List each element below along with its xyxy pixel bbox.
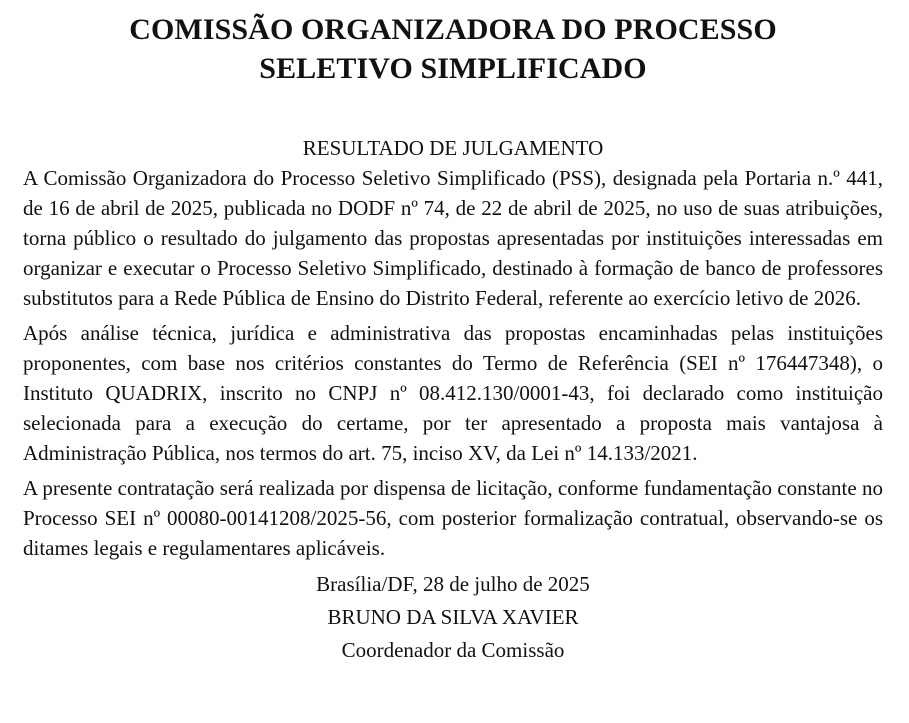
title-line-2: SELETIVO SIMPLIFICADO — [259, 52, 647, 85]
paragraph-3: A presente contratação será realizada por dispensa de licitação, conforme fundamentação constante no Processo SEI nº 00080-00141208/2025-56, com posterior formalização contratual, observando-se os ditames legais e regulamentares aplicáveis. — [23, 476, 883, 560]
signer-name: BRUNO DA SILVA XAVIER — [327, 605, 579, 629]
paragraph-2: Após análise técnica, jurídica e administrativa das propostas encaminhadas pelas instituições proponentes, com base nos critérios constantes do Termo de Referência (SEI nº 176447348), o Instituto QUADRIX, inscrito no CNPJ nº 08.412.130/0001-43, foi declarado como instituição selecionada para a execução do certame, por ter apresentado a proposta mais vantajosa à Administração Pública, nos termos do art. 75, inciso XV, da Lei nº 14.133/2021. — [23, 321, 883, 465]
paragraph-1: A Comissão Organizadora do Processo Seletivo Simplificado (PSS), designada pela Portaria n.º 441, de 16 de abril de 2025, publicada no DODF nº 74, de 22 de abril de 2025, no uso de suas atribuições, torna público o resultado do julgamento das propostas apresentadas por instituições interessadas em organizar e executar o Processo Seletivo Simplificado, destinado à formação de banco de professores substitutos para a Rede Pública de Ensino do Distrito Federal, referente ao exercício letivo de 2026. — [23, 166, 883, 310]
title-line-1: COMISSÃO ORGANIZADORA DO PROCESSO — [129, 13, 777, 46]
document-subtitle: RESULTADO DE JULGAMENTO — [302, 136, 604, 160]
signer-role: Coordenador da Comissão — [341, 638, 565, 662]
document-title — [23, 10, 883, 88]
place-date: Brasília/DF, 28 de julho de 2025 — [316, 572, 590, 596]
